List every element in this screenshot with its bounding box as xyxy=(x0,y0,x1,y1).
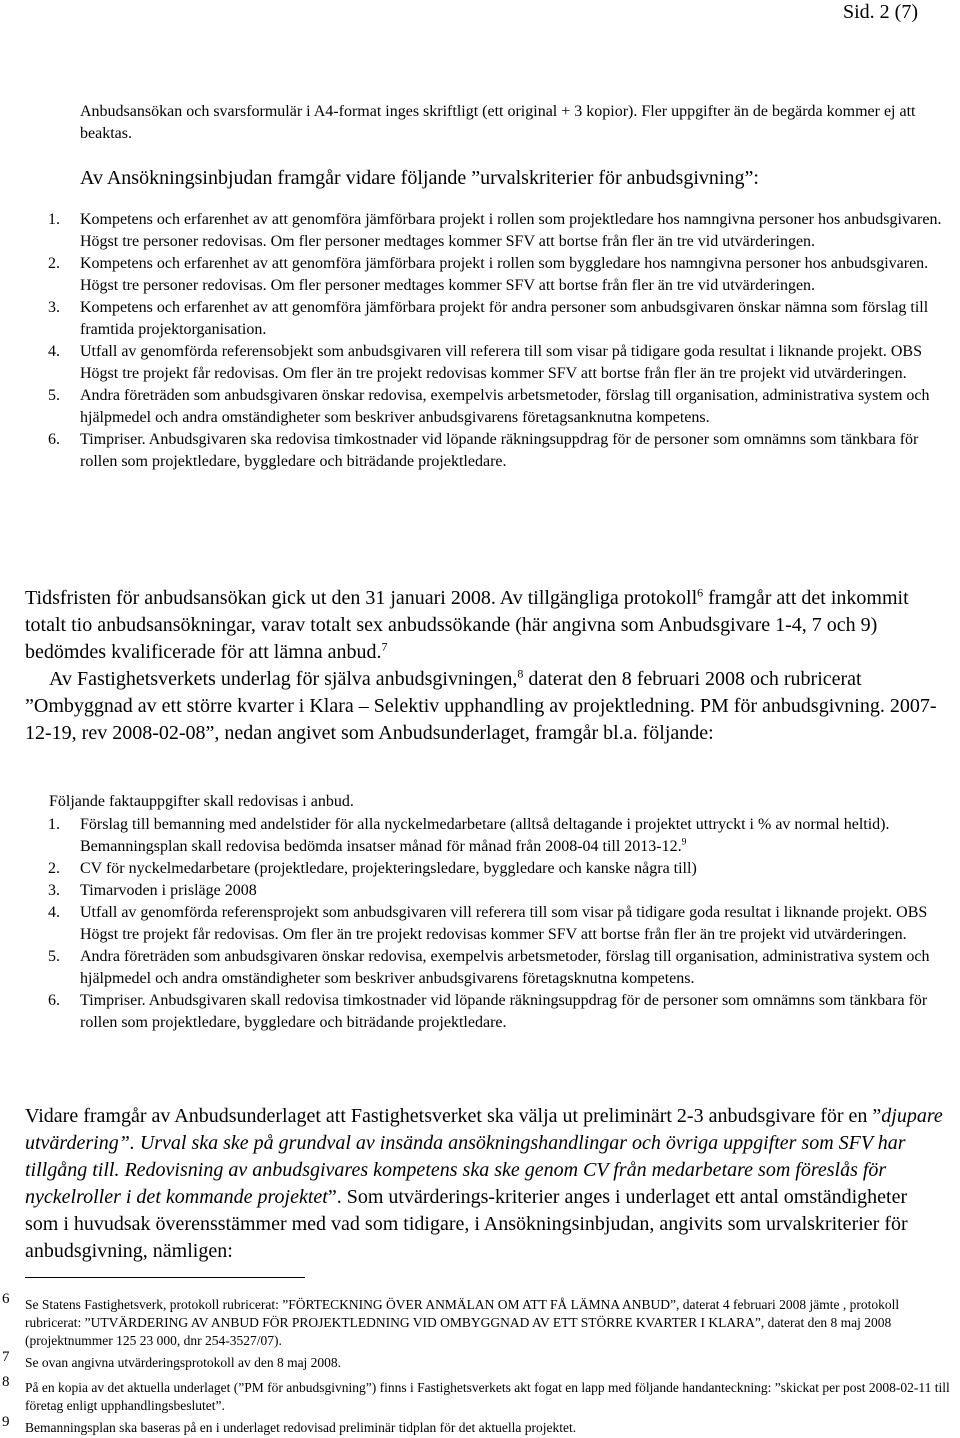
footnote-number: 7 xyxy=(2,1349,10,1365)
item-number: 1. xyxy=(48,211,60,228)
body-paragraph-3 xyxy=(25,1103,945,1265)
facts-list xyxy=(48,814,948,1034)
list-item xyxy=(48,858,948,880)
footnote-number: 6 xyxy=(2,1291,10,1307)
facts-heading-text: Följande faktauppgifter skall redovisas i anbud. xyxy=(49,793,354,810)
list-item xyxy=(48,297,948,341)
criteria-intro-text: Av Ansökningsinbjudan framgår vidare följande ”urvalskriterier för anbudsgivning”: xyxy=(80,167,759,189)
footnote-ref: 7 xyxy=(381,639,388,654)
body-text-2 xyxy=(25,666,945,747)
footnote-text: Bemanningsplan ska baseras på en i underlaget redovisad preliminär tidplan för det aktuella projektet. xyxy=(25,1420,577,1435)
list-item xyxy=(48,814,948,858)
intro-text: Anbudsansökan och svarsformulär i A4-format inges skriftligt (ett original + 3 kopior). Fler uppgifter än de begärda kommer ej att beaktas. xyxy=(80,103,916,142)
item-text: Kompetens och erfarenhet av att genomföra jämförbara projekt i rollen som projektledare hos namngivna personer hos anbudsgivaren. Högst tre personer redovisas. Om fler personer medtages kommer SFV att bortse från fler än tre vid utvärderingen. xyxy=(80,211,942,250)
item-text: Utfall av genomförda referensobjekt som anbudsgivaren vill referera till som visar på tidigare goda resultat i liknande projekt. OBS Högst tre projekt får redovisas. Om fler än tre projekt redovisas kommer SFV att bortse från fler än tre projekt vid utvärderingen. xyxy=(80,343,922,382)
item-text xyxy=(80,814,948,858)
item-number: 4. xyxy=(48,904,60,921)
body-text-3 xyxy=(25,1103,945,1265)
item-text: Kompetens och erfarenhet av att genomföra jämförbara projekt för andra personer som anbudsgivaren önskar nämna som förslag till framtida projektorganisation. xyxy=(80,299,929,338)
criteria-list xyxy=(48,209,948,473)
footnote-number: 9 xyxy=(2,1414,10,1430)
list-item xyxy=(48,429,948,473)
body-paragraph-1 xyxy=(25,585,945,747)
footnote-ref: 6 xyxy=(697,585,704,600)
footnote-text: På en kopia av det aktuella underlaget (”PM för anbudsgivning”) finns i Fastighetsverkets akt fogat en lapp med följande handanteckning: ”skickat per post 2008-02-11 till företag enligt upphandlingsbeslutet”. xyxy=(25,1380,950,1413)
body-text-segment: ”. Som utvärderings-kriterier anges i underlaget ett antal omständigheter som i huvudsak överensstämmer med vad som tidigare, i Ansökningsinbjudan, angivits som urvalskriterier för anbudsgivning, nämligen: xyxy=(25,1186,908,1262)
list-item xyxy=(48,990,948,1034)
intro-heading xyxy=(80,165,950,192)
list-item xyxy=(48,253,948,297)
body-text-segment: framgår att det inkommit totalt tio anbudsansökningar, varav totalt sex anbudssökande (här angivna som Anbudsgivare 1-4, 7 och 9) bedömdes kvalificerade för att lämna anbud. xyxy=(25,587,909,663)
footnote-ref: 8 xyxy=(517,666,524,681)
footnote-6 xyxy=(0,1291,950,1350)
item-number: 2. xyxy=(48,255,60,272)
page-number: Sid. 2 (7) xyxy=(843,1,918,23)
footnote-8 xyxy=(0,1374,950,1415)
body-text-italic: djupare utvärdering”. Urval ska ske på grundval av insända ansökningshandlingar och övriga uppgifter som SFV har tillgång till. Redovisning av anbudsgivares kompetens ska ske genom CV från medarbetare som föreslås för nyckelroller i det kommande projektet xyxy=(25,1105,943,1208)
facts-heading xyxy=(49,791,949,813)
list-item xyxy=(48,385,948,429)
footnote-text: Se Statens Fastighetsverk, protokoll rubricerat: ”FÖRTECKNING ÖVER ANMÄLAN OM ATT FÅ LÄMNA ANBUD”, daterat 4 februari 2008 jämte , protokoll rubricerat: ”UTVÄRDERING AV ANBUD FÖR PROJEKTLEDNING VID OMBYGGNAD AV ETT STÖRRE KVARTER I KLARA”, daterat den 8 maj 2008 (projektnummer 125 23 000, dnr 254-3527/07). xyxy=(25,1297,900,1348)
list-item xyxy=(48,209,948,253)
item-text-segment: Förslag till bemanning med andelstider för alla nyckelmedarbetare (alltså deltagande i projektet uttryckt i % av normal heltid). Bemanningsplan skall redovisa bedömda insatser månad för månad från 2008-04 till 2013-12. xyxy=(80,816,890,855)
item-number: 3. xyxy=(48,882,60,899)
item-text: Andra företräden som anbudsgivaren önskar redovisa, exempelvis arbetsmetoder, förslag till organisation, administrativa system och hjälpmedel och andra omständigheter som beskriver anbudsgivarens företagsknutna kompetens. xyxy=(80,948,930,987)
item-text: Utfall av genomförda referensprojekt som anbudsgivaren vill referera till som visar på tidigare goda resultat i liknande projekt. OBS Högst tre projekt får redovisas. Om fler än tre projekt redovisas kommer SFV att bortse från fler än tre projekt vid utvärderingen. xyxy=(80,904,928,943)
list-item xyxy=(48,902,948,946)
footnote-ref: 9 xyxy=(681,836,687,848)
item-text: Timpriser. Anbudsgivaren ska redovisa timkostnader vid löpande räkningsuppdrag för de personer som omnämns som tänkbara för rollen som projektledare, byggledare och biträdande projektledare. xyxy=(80,431,919,470)
item-number: 4. xyxy=(48,343,60,360)
footnote-divider xyxy=(25,1277,305,1278)
body-text-segment: daterat den 8 februari 2008 och rubricerat ”Ombyggnad av ett större kvarter i Klara – Selektiv upphandling av projektledning. PM för anbudsgivning. 2007-12-19, rev 2008-02-08”, nedan angivet som Anbudsunderlaget, framgår bl.a. följande: xyxy=(25,668,937,744)
item-number: 3. xyxy=(48,299,60,316)
body-text-1 xyxy=(25,585,945,666)
footnote-number: 8 xyxy=(2,1374,10,1390)
item-text: CV för nyckelmedarbetare (projektledare, projekteringsledare, byggledare och kanske några till) xyxy=(80,860,697,877)
item-text: Kompetens och erfarenhet av att genomföra jämförbara projekt i rollen som byggledare hos namngivna personer hos anbudsgivaren. Högst tre personer redovisas. Om fler personer medtages kommer SFV att bortse från fler än tre vid utvärderingen. xyxy=(80,255,929,294)
item-number: 6. xyxy=(48,431,60,448)
item-text: Timarvoden i prisläge 2008 xyxy=(80,882,257,899)
item-number: 2. xyxy=(48,860,60,877)
list-item xyxy=(48,880,948,902)
footnote-text: Se ovan angivna utvärderingsprotokoll av den 8 maj 2008. xyxy=(25,1355,342,1370)
list-item xyxy=(48,341,948,385)
item-number: 5. xyxy=(48,948,60,965)
footnote-9 xyxy=(0,1414,950,1437)
body-text-segment: Vidare framgår av Anbudsunderlaget att Fastighetsverket ska välja ut preliminärt 2-3 anbudsgivare för en ” xyxy=(25,1105,882,1127)
intro-paragraph xyxy=(80,101,950,145)
footnote-7 xyxy=(0,1349,950,1372)
item-number: 5. xyxy=(48,387,60,404)
body-text-segment: Av Fastighetsverkets underlag för själva anbudsgivningen, xyxy=(49,668,518,690)
list-item xyxy=(48,946,948,990)
item-number: 6. xyxy=(48,992,60,1009)
item-text: Timpriser. Anbudsgivaren skall redovisa timkostnader vid löpande räkningsuppdrag för de personer som omnämns som tänkbara för rollen som projektledare, byggledare och biträdande projektledare. xyxy=(80,992,928,1031)
item-text: Andra företräden som anbudsgivaren önskar redovisa, exempelvis arbetsmetoder, förslag till organisation, administrativa system och hjälpmedel och andra omständigheter som beskriver anbudsgivarens företagsanknutna kompetens. xyxy=(80,387,930,426)
body-text-segment: Tidsfristen för anbudsansökan gick ut den 31 januari 2008. Av tillgängliga protokoll xyxy=(25,587,698,609)
item-number: 1. xyxy=(48,816,60,833)
